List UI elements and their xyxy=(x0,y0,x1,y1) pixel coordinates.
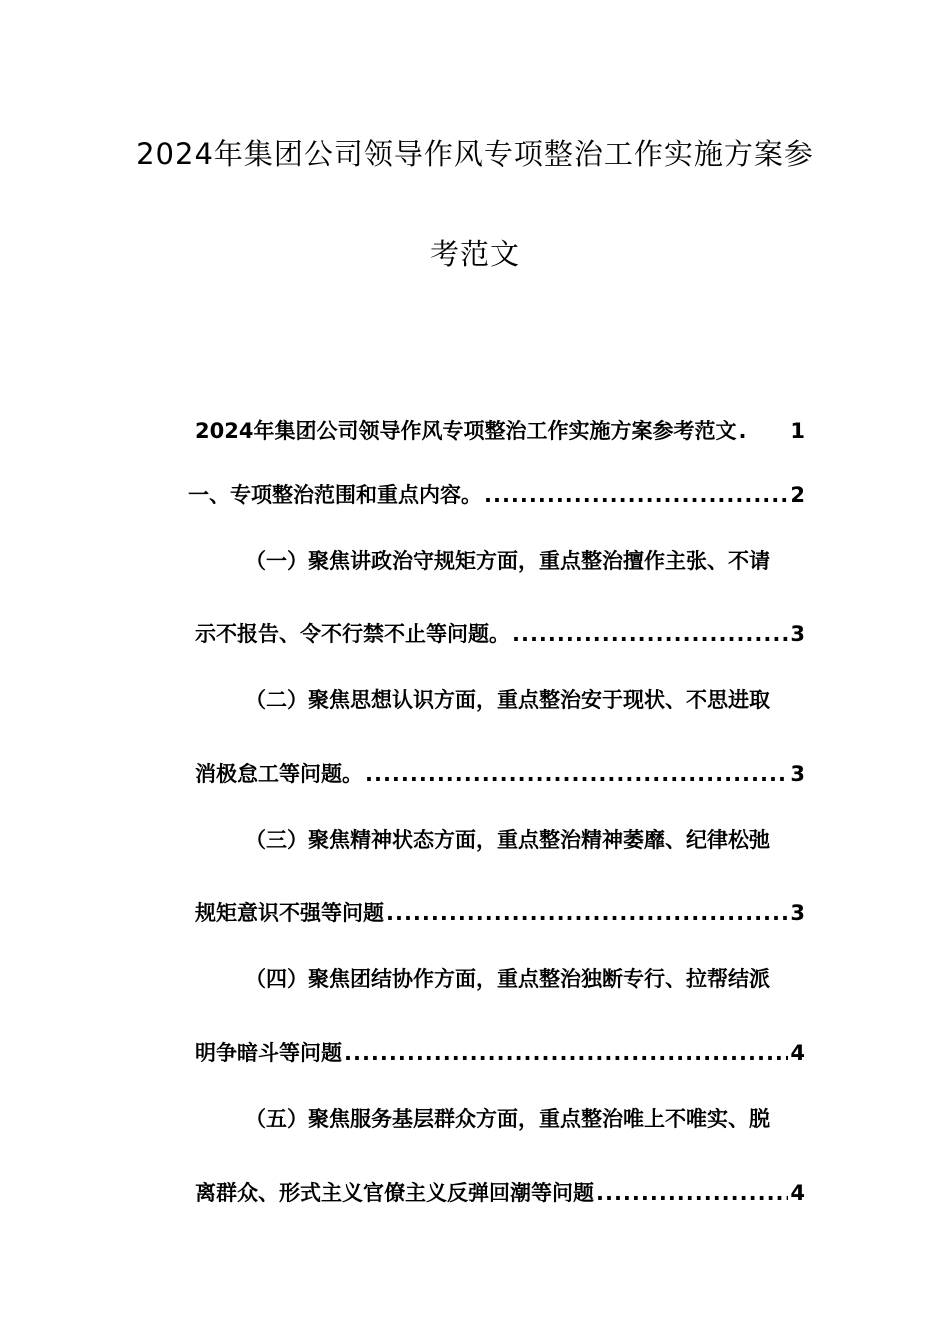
toc-entry[interactable] xyxy=(195,421,805,442)
toc-entry-label: 明争暗斗等问题 xyxy=(195,1041,342,1065)
toc-entry-label: （三）聚焦精神状态方面，重点整治精神萎靡、纪律松弛 xyxy=(245,828,770,852)
document-title-line-1: 2024年集团公司领导作风专项整治工作实施方案参 xyxy=(136,137,814,171)
toc-entry-line-2[interactable] xyxy=(195,764,805,785)
toc-entry-line-1[interactable] xyxy=(245,830,805,851)
toc-leader xyxy=(386,903,788,924)
toc-entry-line-1[interactable] xyxy=(245,1109,805,1130)
toc-page-number: 4 xyxy=(790,1041,805,1065)
toc-entry-line-1[interactable] xyxy=(245,690,805,711)
toc-page-number: 3 xyxy=(790,622,805,646)
toc-entry-label: 2024年集团公司领导作风专项整治工作实施方案参考范文 xyxy=(195,419,737,443)
toc-entry-label: 离群众、形式主义官僚主义反弹回潮等问题 xyxy=(195,1181,594,1205)
document-title-line-2: 考范文 xyxy=(429,237,520,271)
toc-leader: . xyxy=(738,421,748,442)
toc-entry[interactable] xyxy=(188,485,805,506)
toc-page-number: 4 xyxy=(790,1181,805,1205)
toc-entry-line-2[interactable] xyxy=(195,624,805,645)
toc-entry-label: （四）聚焦团结协作方面，重点整治独断专行、拉帮结派 xyxy=(245,967,770,991)
toc-leader xyxy=(512,624,788,645)
toc-page-number: 3 xyxy=(790,901,805,925)
toc-entry-line-1[interactable] xyxy=(245,551,805,572)
toc-entry-label: 一、专项整治范围和重点内容。 xyxy=(188,483,482,507)
toc-entry-line-2[interactable] xyxy=(195,1043,805,1064)
toc-page-number: 3 xyxy=(790,762,805,786)
toc-entry-line-2[interactable] xyxy=(195,1183,805,1204)
toc-entry-label: （二）聚焦思想认识方面，重点整治安于现状、不思进取 xyxy=(245,688,770,712)
toc-leader xyxy=(344,1043,788,1064)
toc-entry-line-1[interactable] xyxy=(245,969,805,990)
toc-entry-line-2[interactable] xyxy=(195,903,805,924)
toc-entry-label: （五）聚焦服务基层群众方面，重点整治唯上不唯实、脱 xyxy=(245,1107,770,1131)
toc-entry-label: 示不报告、令不行禁不止等问题。 xyxy=(195,622,510,646)
toc-leader xyxy=(596,1183,788,1204)
toc-page-number: 2 xyxy=(790,483,805,507)
toc-entry-label: 消极怠工等问题。 xyxy=(195,762,363,786)
toc-leader xyxy=(484,485,788,506)
toc-entry-label: 规矩意识不强等问题 xyxy=(195,901,384,925)
toc-entry-label: （一）聚焦讲政治守规矩方面，重点整治擅作主张、不请 xyxy=(245,549,770,573)
toc-leader xyxy=(365,764,788,785)
toc-page-number: 1 xyxy=(790,419,805,443)
